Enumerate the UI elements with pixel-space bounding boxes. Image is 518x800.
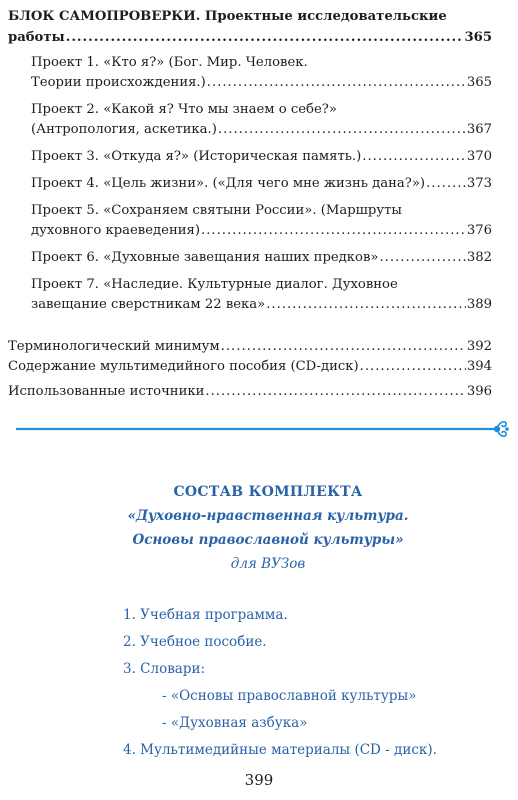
toc-multimedia-label: Содержание мультимедийного пособия (CD-диск): [8, 359, 359, 374]
kit-section: [0, 480, 518, 758]
toc-project-entry: [31, 248, 492, 268]
dot-leader: [221, 337, 466, 357]
toc-project-line1: Проект 7. «Наследие. Культурные диалог. Духовное: [31, 277, 398, 292]
kit-subtitle-line1: «Духовно-нравственная культура.: [127, 508, 409, 524]
dot-leader: [362, 147, 466, 167]
toc-project-line2: Теории происхождения.): [31, 75, 206, 90]
toc-multimedia-entry: [8, 357, 492, 377]
toc-page-number: 365: [464, 30, 492, 45]
dot-leader: [66, 27, 464, 48]
toc-project-entry: [31, 120, 492, 140]
toc-terms-entry: [8, 337, 492, 357]
toc-project-2: [8, 100, 492, 140]
toc-page-number: 373: [466, 176, 492, 191]
toc-page-number: 370: [466, 149, 492, 164]
scroll-ornament-icon: [494, 422, 509, 437]
toc-project-5: [8, 201, 492, 241]
toc-sources-entry: [8, 382, 492, 402]
dot-leader: [379, 248, 465, 268]
toc-page-number: 394: [466, 359, 492, 374]
toc-project-1: [8, 53, 492, 93]
toc-project-entry: [31, 174, 492, 194]
toc-project-7: [8, 275, 492, 315]
list-item: 1. Учебная программа.: [123, 607, 288, 623]
list-item: 4. Мультимедийные материалы (CD - диск).: [123, 742, 437, 758]
toc-project-line2: духовного краеведения): [31, 223, 200, 238]
toc-page-number: 382: [466, 250, 492, 265]
toc-block-heading-line1: БЛОК САМОПРОВЕРКИ. Проектные исследовательские: [8, 9, 447, 24]
toc-project-line2: Проект 4. «Цель жизни». («Для чего мне жизнь дана?»): [31, 176, 426, 191]
toc-project-line2: Проект 6. «Духовные завещания наших предков»: [31, 250, 379, 265]
list-item: 3. Словари:: [123, 661, 206, 677]
kit-title: СОСТАВ КОМПЛЕКТА: [173, 484, 363, 500]
toc-page-number: 367: [466, 122, 492, 137]
page-number: 399: [244, 771, 274, 789]
toc-project-line2: Проект 3. «Откуда я?» (Историческая память.): [31, 149, 362, 164]
section-divider: [16, 417, 510, 441]
kit-audience: для ВУЗов: [230, 556, 306, 572]
toc-project-line2: завещание сверстникам 22 века»: [31, 297, 266, 312]
toc-project-line1: Проект 2. «Какой я? Что мы знаем о себе?»: [31, 102, 337, 117]
table-of-contents: [8, 6, 492, 402]
toc-terms-label: Терминологический минимум: [8, 339, 220, 354]
toc-project-entry: [31, 73, 492, 93]
dot-leader: [201, 221, 466, 241]
toc-project-line1: Проект 5. «Сохраняем святыни России». (Маршруты: [31, 203, 402, 218]
toc-block-heading: [8, 6, 492, 48]
toc-page-number: 392: [466, 339, 492, 354]
dot-leader: [426, 174, 466, 194]
dot-leader: [360, 357, 466, 377]
toc-project-line2: (Антропология, аскетика.): [31, 122, 217, 137]
toc-block-heading-line2: работы: [8, 30, 65, 45]
toc-project-6: [8, 248, 492, 268]
list-subitem: - «Основы православной культуры»: [162, 688, 417, 704]
toc-page-number: 389: [466, 297, 492, 312]
dot-leader: [218, 120, 466, 140]
dot-leader: [207, 73, 466, 93]
list-subitem: - «Духовная азбука»: [162, 715, 308, 731]
toc-block-heading-entry: [8, 27, 492, 48]
toc-project-line1: Проект 1. «Кто я?» (Бог. Мир. Человек.: [31, 55, 308, 70]
toc-sources-label: Использованные источники: [8, 384, 205, 399]
toc-project-entry: [31, 147, 492, 167]
toc-project-4: [8, 174, 492, 194]
kit-subtitle-line2: Основы православной культуры»: [132, 532, 404, 548]
dot-leader: [205, 382, 465, 402]
toc-project-entry: [31, 295, 492, 315]
toc-project-3: [8, 147, 492, 167]
list-item: 2. Учебное пособие.: [123, 634, 267, 650]
toc-page-number: 396: [466, 384, 492, 399]
toc-project-entry: [31, 221, 492, 241]
toc-page-number: 365: [466, 75, 492, 90]
dot-leader: [266, 295, 466, 315]
kit-items-list: [123, 605, 437, 767]
toc-page-number: 376: [466, 223, 492, 238]
